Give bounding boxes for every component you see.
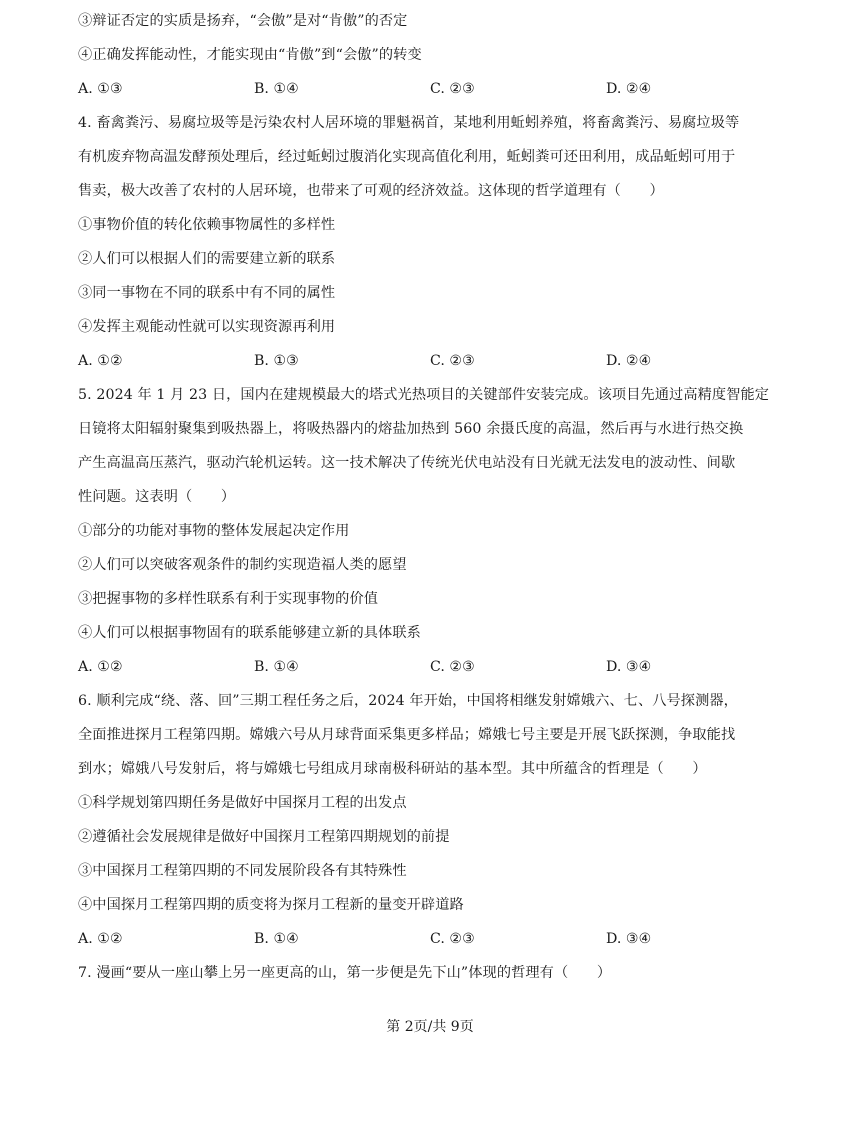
q4-option-a: A. ①② — [78, 353, 123, 369]
q5-stem-line-2: 日镜将太阳辐射聚集到吸热器上，将吸热器内的熔盐加热到 560 余摄氏度的高温，然后再与水进行热交换 — [78, 421, 744, 437]
q6-stem-line-1: 6. 顺利完成“绕、落、回”三期工程任务之后，2024 年开始，中国将相继发射嫦娥六、七、八号探测器， — [78, 693, 738, 709]
q4-options — [78, 344, 790, 378]
q4-option-b: B. ①③ — [254, 353, 299, 369]
q6-stem-line-2: 全面推进探月工程第四期。嫦娥六号从月球背面采集更多样品；嫦娥七号主要是开展飞跃探测，争取能找 — [78, 727, 736, 743]
q3-option-a: A. ①③ — [78, 81, 123, 97]
q5-options — [78, 650, 790, 684]
q3-option-b: B. ①④ — [254, 81, 299, 97]
q5-stem-line-3: 产生高温高压蒸汽，驱动汽轮机运转。这一技术解决了传统光伏电站没有日光就无法发电的波动性、间歇 — [78, 455, 736, 471]
exam-page — [78, 4, 790, 990]
q6-statement-1: ①科学规划第四期任务是做好中国探月工程的出发点 — [78, 795, 407, 811]
q6-option-c: C. ②③ — [430, 931, 475, 947]
q7-stem-line-1: 7. 漫画“要从一座山攀上另一座更高的山，第一步便是先下山”体现的哲理有（ ） — [78, 965, 612, 981]
q3-options — [78, 72, 790, 106]
q3-option-d: D. ②④ — [606, 81, 652, 97]
q5-statement-3: ③把握事物的多样性联系有利于实现事物的价值 — [78, 591, 379, 607]
q4-stem-line-2: 有机废弃物高温发酵预处理后，经过蚯蚓过腹消化实现高值化利用，蚯蚓粪可还田利用，成品蚯蚓可用于 — [78, 149, 736, 165]
q4-stem-line-1: 4. 畜禽粪污、易腐垃圾等是污染农村人居环境的罪魁祸首，某地利用蚯蚓养殖，将畜禽粪污、易腐垃圾等 — [78, 115, 740, 131]
q3-option-c: C. ②③ — [430, 81, 475, 97]
q5-option-c: C. ②③ — [430, 659, 475, 675]
q5-statement-2: ②人们可以突破客观条件的制约实现造福人类的愿望 — [78, 557, 407, 573]
q6-statement-4: ④中国探月工程第四期的质变将为探月工程新的量变开辟道路 — [78, 897, 464, 913]
q4-option-c: C. ②③ — [430, 353, 475, 369]
q6-stem-line-3: 到水；嫦娥八号发射后，将与嫦娥七号组成月球南极科研站的基本型。其中所蕴含的哲理是（ ） — [78, 761, 707, 777]
q4-stem-line-3: 售卖，极大改善了农村的人居环境，也带来了可观的经济效益。这体现的哲学道理有（ ） — [78, 183, 664, 199]
q6-option-a: A. ①② — [78, 931, 123, 947]
q6-option-d: D. ③④ — [606, 931, 652, 947]
q6-statement-3: ③中国探月工程第四期的不同发展阶段各有其特殊性 — [78, 863, 407, 879]
q5-stem-line-4: 性问题。这表明（ ） — [78, 489, 236, 505]
q3-statement-4: ④正确发挥能动性，才能实现由“肯傲”到“会傲”的转变 — [78, 47, 422, 63]
q3-statement-3: ③辩证否定的实质是扬弃，“会傲”是对“肯傲”的否定 — [78, 13, 408, 29]
q5-statement-1: ①部分的功能对事物的整体发展起决定作用 — [78, 523, 350, 539]
q4-statement-3: ③同一事物在不同的联系中有不同的属性 — [78, 285, 336, 301]
q6-statement-2: ②遵循社会发展规律是做好中国探月工程第四期规划的前提 — [78, 829, 450, 845]
q4-statement-4: ④发挥主观能动性就可以实现资源再利用 — [78, 319, 336, 335]
q4-option-d: D. ②④ — [606, 353, 652, 369]
q6-options — [78, 922, 790, 956]
q5-option-d: D. ③④ — [606, 659, 652, 675]
q5-statement-4: ④人们可以根据事物固有的联系能够建立新的具体联系 — [78, 625, 421, 641]
q4-statement-1: ①事物价值的转化依赖事物属性的多样性 — [78, 217, 336, 233]
q6-option-b: B. ①④ — [254, 931, 299, 947]
q5-stem-line-1: 5. 2024 年 1 月 23 日，国内在建规模最大的塔式光热项目的关键部件安装完成。该项目先通过高精度智能定 — [78, 387, 770, 403]
q5-option-b: B. ①④ — [254, 659, 299, 675]
q5-option-a: A. ①② — [78, 659, 123, 675]
q4-statement-2: ②人们可以根据人们的需要建立新的联系 — [78, 251, 336, 267]
page-number: 第 2页/共 9页 — [386, 1019, 474, 1035]
